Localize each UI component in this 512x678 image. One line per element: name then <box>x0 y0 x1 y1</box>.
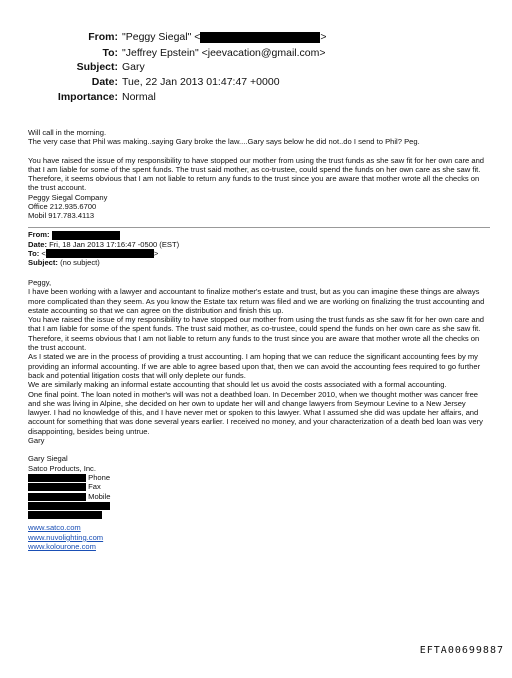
letter-paragraph: You have raised the issue of my responsibility to have stopped our mother from using the trust funds as she saw fit for her own care and that I am liable for some of the spent funds. The trust said mother, as co-trustee, could spend the funds on her own care as she saw fit. Therefore, it seems obvious that I am not liable to return any funds to the trust since you are aware that mother wrote all the checks on the trust account. <box>28 315 485 353</box>
forwarded-to-row: To: < > <box>28 248 159 258</box>
letter-closing: Gary <box>28 436 45 446</box>
from-label: From: <box>88 31 118 43</box>
forwarded-header <box>28 230 179 268</box>
importance-value: Normal <box>122 91 156 103</box>
redaction-block <box>28 502 110 510</box>
link-satco[interactable]: www.satco.com <box>28 523 81 533</box>
signature-line: Office 212.935.6700 <box>28 202 97 212</box>
date-label: Date: <box>91 76 118 88</box>
divider <box>28 227 490 228</box>
redaction-block <box>28 511 102 519</box>
link-nuvolighting[interactable]: www.nuvolighting.com <box>28 532 104 542</box>
to-label: To: <box>102 47 118 59</box>
bates-number: EFTA00699887 <box>419 645 504 656</box>
signature-name: Gary Siegal <box>28 454 68 464</box>
letter-paragraph: We are similarly making an informal estate accounting that should let us avoid the costs associated with a formal accounting. <box>28 380 447 390</box>
subject-value: Gary <box>122 61 145 73</box>
signature-line: Peggy Siegal Company <box>28 192 108 202</box>
redaction-block <box>46 249 154 258</box>
forwarded-subject-row: Subject: (no subject) <box>28 258 100 268</box>
subject-label: Subject: <box>76 61 118 73</box>
signature-mobile: Mobile <box>28 492 490 501</box>
message-line: Will call in the morning. <box>28 128 107 137</box>
letter-greeting: Peggy, <box>28 278 52 287</box>
letter-paragraph: I have been working with a lawyer and accountant to finalize mother's estate and trust, but as you can imagine these things are always more complicated than they seem. As you know the Estate tax return was filed and we are working on finalizing the trust accounting and estate accounting so that we can agree on the distribution and finish this up. <box>28 287 485 315</box>
signature-redacted <box>28 501 490 510</box>
message-line: The very case that Phil was making..saying Gary broke the law....Gary says below he did not..do I send to Phil? Peg. <box>28 137 420 147</box>
redaction-block <box>52 231 120 240</box>
message-body <box>28 128 490 221</box>
letter-paragraph: As I stated we are in the process of providing a trust accounting. I am hoping that we can reduce the significant accounting fees by my providing an informal accounting. If we are able to agree based upon that, then we can avoid the accounting fees required to go further back and potential litigation costs that will only deplete our funds. <box>28 352 481 380</box>
signature-line: Mobil 917.783.4113 <box>28 211 95 221</box>
from-value: "Peggy Siegal" < > <box>122 31 327 43</box>
forwarded-from-row: From: <box>28 230 179 240</box>
redaction-block <box>28 474 86 482</box>
signature-fax: Fax <box>28 482 490 491</box>
signature-redacted <box>28 510 490 519</box>
redaction-block <box>28 493 86 501</box>
date-value: Tue, 22 Jan 2013 01:47:47 +0000 <box>122 76 280 88</box>
signature-company: Satco Products, Inc. <box>28 463 96 473</box>
to-value: "Jeffrey Epstein" <jeevacation@gmail.com> <box>122 47 326 59</box>
link-kolourone[interactable]: www.kolourone.com <box>28 542 96 552</box>
importance-label: Importance: <box>57 91 118 103</box>
letter-body <box>28 278 490 551</box>
redaction-block <box>200 32 320 43</box>
message-paragraph: You have raised the issue of my responsibility to have stopped our mother from using the trust funds as she saw fit for her own care and that I am liable for some of the spent funds. The trust said mother, as co-trustee, could spend the funds on her own care as she saw fit. Therefore, it seems obvious that I am not liable to return any funds to the trust since you are aware that mother wrote all the checks on the trust account. <box>28 155 485 193</box>
letter-paragraph: One final point. The loan noted in mother's will was not a deathbed loan. In December 2010, when we thought mother was cancer free and she was living in Alpine, she decided on her own to update her will and change lawyers from Seymour Levine to a New Jersey lawyer. I had no knowledge of this, and I have never met or spoken to this lawyer. What I assumed she did was update her affairs, and account for something that was done several years earlier. I received no money, and your characterization of a death bed loan was very disappointing, besides being untrue. <box>28 389 483 436</box>
forwarded-date-row: Date: Fri, 18 Jan 2013 17:16:47 -0500 (EST) <box>28 239 180 249</box>
signature-phone: Phone <box>28 473 490 482</box>
redaction-block <box>28 483 86 491</box>
